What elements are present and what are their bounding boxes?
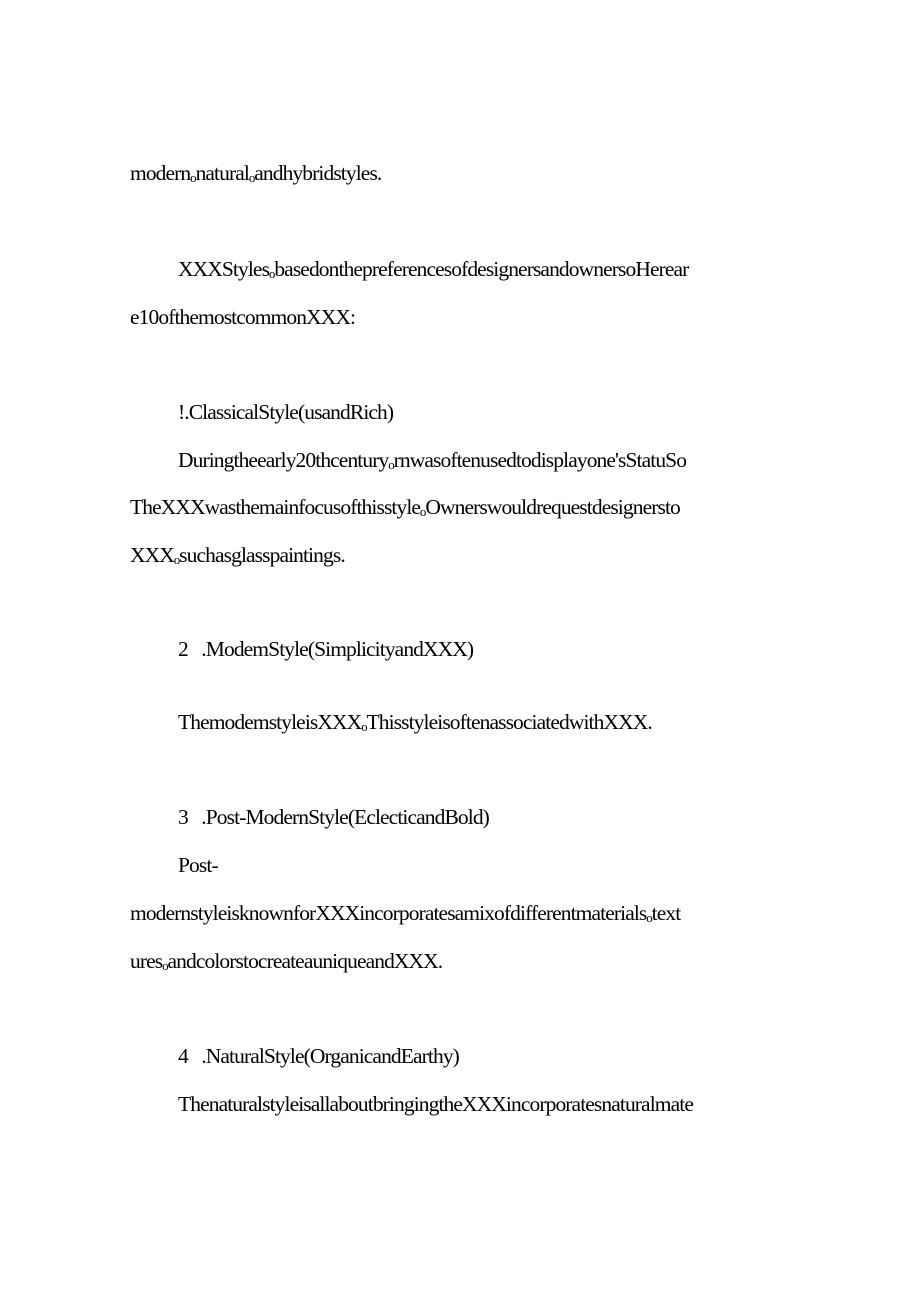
text-line: modernₒnaturalₒandhybridstyles. (130, 161, 382, 185)
section-heading-3: 3 .Post-ModernStyle(EclecticandBold) (178, 805, 489, 829)
text-line: modernstyleisknownforXXXincorporatesamixofdifferentmaterialsₒtext (130, 901, 681, 925)
paragraph-first-line: ThemodemstyleisXXXₒThisstyleisoftenassociatedwithXXX. (178, 710, 652, 734)
section-heading-1: !.ClassicalStyle(usandRich) (178, 400, 394, 424)
text-line: uresₒandcolorstocreateauniqueandXXX. (130, 949, 443, 973)
text-line: TheXXXwasthemainfocusofthisstyleₒOwnerswouldrequestdesignersto (130, 495, 680, 519)
paragraph-first-line: ThenaturalstyleisallaboutbringingtheXXXincorporatesnaturalmate (178, 1092, 693, 1116)
section-heading-2: 2 .ModemStyle(SimplicityandXXX) (178, 637, 474, 661)
paragraph-first-line: Duringtheearly20thcenturyₒrnwasoftenusedtodisplayone'sStatuSo (178, 448, 687, 472)
paragraph-first-line: Post- (178, 853, 218, 877)
text-line: XXXₒsuchasglasspaintings. (130, 543, 345, 567)
text-line: e10ofthemostcommonXXX: (130, 305, 356, 329)
section-heading-4: 4 .NaturalStyle(OrganicandEarthy) (178, 1044, 459, 1068)
paragraph-first-line: XXXStylesₒbasedonthepreferencesofdesignersandownersoHerear (178, 257, 689, 281)
